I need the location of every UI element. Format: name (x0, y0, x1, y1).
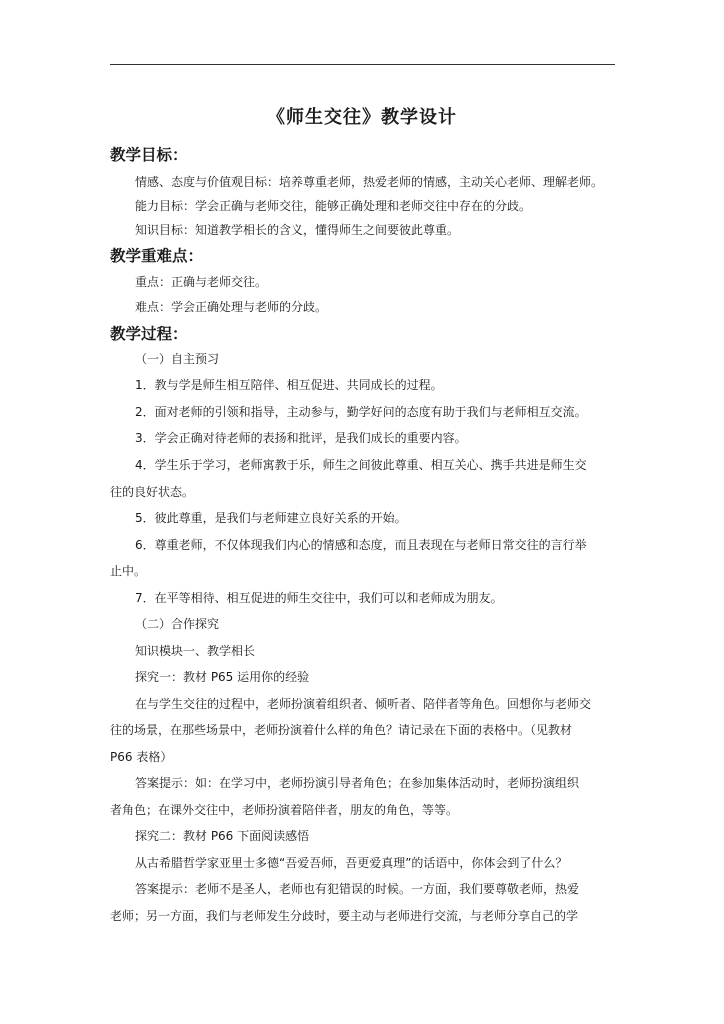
document-title: 《师生交往》教学设计 (267, 107, 457, 128)
process-line: 往的场景，在那些场景中，老师扮演着什么样的角色？请记录在下面的表格中。（见教材 (110, 723, 573, 737)
process-line: 3．学会正确对待老师的表扬和批评，是我们成长的重要内容。 (135, 431, 467, 445)
heading-key-points: 教学重难点： (110, 247, 204, 265)
process-line: 1．教与学是师生相互陪伴、相互促进、共同成长的过程。 (135, 378, 443, 392)
goal-line: 情感、态度与价值观目标：培养尊重老师，热爱老师的情感，主动关心老师、理解老师。 (135, 175, 604, 189)
process-line: 在与学生交往的过程中，老师扮演着组织者、倾听者、陪伴者等角色。回想你与老师交 (135, 697, 592, 711)
process-line: P66 表格） (110, 750, 173, 764)
process-line: 知识模块一、教学相长 (135, 644, 256, 658)
heading-process: 教学过程： (110, 325, 188, 343)
process-line: 从古希腊哲学家亚里士多德“吾爱吾师，吾更爱真理”的话语中，你体会到了什么？ (135, 856, 568, 870)
process-line: （二）合作探究 (135, 617, 220, 631)
process-line: 答案提示：老师不是圣人，老师也有犯错误的时候。一方面，我们要尊敬老师，热爱 (135, 882, 580, 896)
key-point-line: 重点：正确与老师交往。 (135, 275, 268, 289)
header-rule (110, 64, 615, 65)
key-point-line: 难点：学会正确处理与老师的分歧。 (135, 300, 328, 314)
process-line: 答案提示：如：在学习中，老师扮演引导者角色；在参加集体活动时，老师扮演组织 (135, 776, 580, 790)
heading-goals: 教学目标： (110, 146, 188, 164)
process-line: 7．在平等相待、相互促进的师生交往中，我们可以和老师成为朋友。 (135, 591, 503, 605)
process-line: 2．面对老师的引领和指导，主动参与，勤学好问的态度有助于我们与老师相互交流。 (135, 405, 587, 419)
process-line: （一）自主预习 (135, 352, 220, 366)
process-line: 6．尊重老师，不仅体现我们内心的情感和态度，而且表现在与老师日常交往的言行举 (135, 538, 587, 552)
process-line: 往的良好状态。 (110, 485, 195, 499)
process-line: 止中。 (110, 564, 147, 578)
goal-line: 知识目标：知道教学相长的含义，懂得师生之间要彼此尊重。 (135, 223, 460, 237)
process-line: 者角色；在课外交往中，老师扮演着陪伴者，朋友的角色，等等。 (110, 803, 459, 817)
process-line: 老师；另一方面，我们与老师发生分歧时，要主动与老师进行交流，与老师分享自己的学 (110, 909, 579, 923)
process-line: 探究一：教材 P65 运用你的经验 (135, 670, 310, 684)
process-line: 5．彼此尊重，是我们与老师建立良好关系的开始。 (135, 511, 407, 525)
process-line: 4．学生乐于学习，老师寓教于乐，师生之间彼此尊重、相互关心、携手共进是师生交 (135, 458, 587, 472)
process-line: 探究二：教材 P66 下面阅读感悟 (135, 829, 310, 843)
goal-line: 能力目标：学会正确与老师交往，能够正确处理和老师交往中存在的分歧。 (135, 199, 532, 213)
